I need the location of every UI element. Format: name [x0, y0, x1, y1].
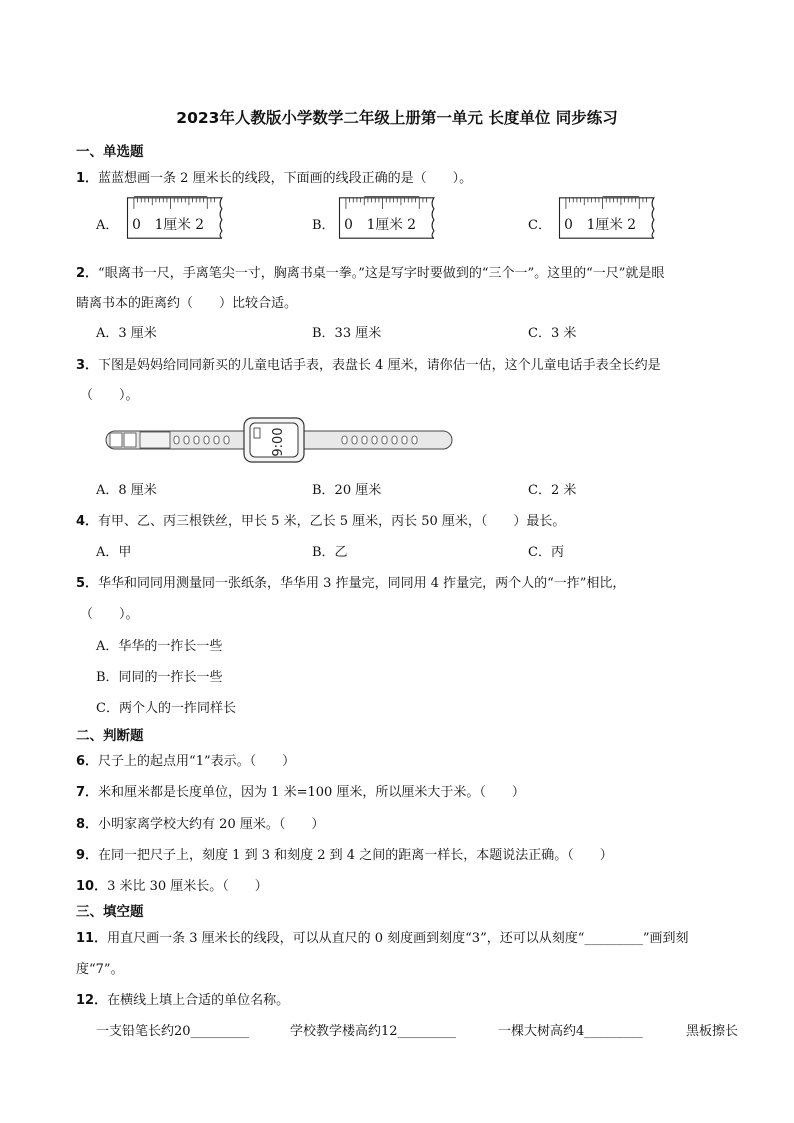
ruler-image-b — [336, 196, 442, 240]
question-1 — [76, 167, 472, 186]
question-text: 在同一把尺子上，刻度 1 到 3 和刻度 2 到 4 之间的距离一样长，本题说法正确。（ ） — [98, 848, 613, 863]
watch-image — [104, 416, 456, 464]
question-5 — [76, 572, 625, 591]
question-10 — [76, 875, 268, 894]
question-text-line1: 华华和同同用测量同一张纸条，华华用 3 拃量完，同同用 4 拃量完，两个人的“一拃”相比， — [98, 576, 626, 591]
question-text: 小明家离学校大约有 20 厘米。（ ） — [98, 817, 325, 832]
option-c: C．两个人的一拃同样长 — [96, 701, 236, 716]
question-text: 米和厘米都是长度单位，因为 1 米=100 厘米，所以厘米大于米。（ ） — [98, 785, 525, 800]
ruler-label: 0 1厘米 2 — [344, 217, 416, 233]
fill-item-building: 学校教学楼高约12_________ — [290, 1024, 457, 1039]
fill-item-pencil: 一支铅笔长约20_________ — [96, 1024, 250, 1039]
question-number: 7． — [76, 785, 99, 800]
question-number: 3． — [76, 358, 99, 373]
question-4 — [76, 510, 565, 529]
question-number: 9． — [76, 848, 99, 863]
option-a: A．8 厘米 — [96, 483, 157, 498]
option-a: A．华华的一拃长一些 — [96, 639, 223, 654]
question-number: 6． — [76, 754, 99, 769]
ruler-label: 0 1厘米 2 — [132, 217, 204, 233]
ruler-image-a — [124, 196, 230, 240]
question-6 — [76, 750, 295, 769]
option-b: B．33 厘米 — [312, 326, 382, 341]
question-3 — [76, 354, 661, 373]
option-b: B．乙 — [312, 545, 348, 560]
option-b: B．同同的一拃长一些 — [96, 670, 223, 685]
question-12 — [76, 989, 289, 1008]
section-heading-true-false: 二、判断题 — [76, 728, 144, 744]
question-number: 8． — [76, 817, 99, 832]
question-2 — [76, 262, 664, 281]
question-7 — [76, 781, 525, 800]
question-text: 有甲、乙、丙三根铁丝，甲长 5 米，乙长 5 厘米，丙长 50 厘米，（ ）最长。 — [98, 514, 566, 529]
ruler-image-c — [556, 196, 662, 240]
question-text: 尺子上的起点用“1”表示。（ ） — [98, 754, 296, 769]
question-text: 蓝蓝想画一条 2 厘米长的线段，下面画的线段正确的是（ ）。 — [98, 171, 473, 186]
question-text: 3 米比 30 厘米长。（ ） — [107, 879, 268, 894]
question-number: 12． — [76, 993, 108, 1008]
question-text-line2: 度“7”。 — [76, 962, 124, 977]
question-text-line1: 用直尺画一条 3 厘米长的线段，可以从直尺的 0 刻度画到刻度“3”，还可以从刻度“_________”画到刻 — [107, 931, 689, 946]
question-number: 5． — [76, 576, 99, 591]
option-a: A．3 厘米 — [96, 326, 157, 341]
question-number: 11． — [76, 931, 108, 946]
option-c: C．丙 — [528, 545, 564, 560]
section-heading-single-choice: 一、单选题 — [76, 144, 144, 160]
question-number: 10． — [76, 879, 108, 894]
question-text-line1: “眼离书一尺，手离笔尖一寸，胸离书桌一拳。”这是写字时要做到的“三个一”。这里的“一尺”就是眼 — [98, 266, 665, 281]
question-text-line1: 下图是妈妈给同同新买的儿童电话手表，表盘长 4 厘米，请你估一估，这个儿童电话手表全长约是 — [98, 358, 661, 373]
option-a-label: A． — [96, 218, 119, 233]
ruler-label: 0 1厘米 2 — [564, 217, 636, 233]
question-8 — [76, 813, 324, 832]
option-c: C．2 米 — [528, 483, 577, 498]
question-text-line2: 睛离书本的距离约（ ）比较合适。 — [76, 296, 298, 311]
question-text: 在横线上填上合适的单位名称。 — [107, 993, 290, 1008]
watch-time: 9:00 — [271, 427, 286, 457]
option-c-label: C． — [528, 218, 551, 233]
option-a: A．甲 — [96, 545, 132, 560]
option-b: B．20 厘米 — [312, 483, 382, 498]
question-11 — [76, 927, 689, 946]
fill-item-tree: 一棵大树高约4_________ — [498, 1024, 643, 1039]
question-text-line2: （ ）。 — [80, 388, 139, 403]
question-number: 1． — [76, 171, 99, 186]
page-title: 2023年人教版小学数学二年级上册第一单元 长度单位 同步练习 — [176, 109, 618, 127]
fill-item-eraser: 黑板擦长 — [686, 1024, 739, 1039]
section-heading-fill-in: 三、填空题 — [76, 904, 144, 920]
question-number: 2． — [76, 266, 99, 281]
option-c: C．3 米 — [528, 326, 577, 341]
question-9 — [76, 844, 613, 863]
question-number: 4． — [76, 514, 99, 529]
option-b-label: B． — [312, 218, 335, 233]
question-text-line2: （ ）。 — [80, 607, 139, 622]
